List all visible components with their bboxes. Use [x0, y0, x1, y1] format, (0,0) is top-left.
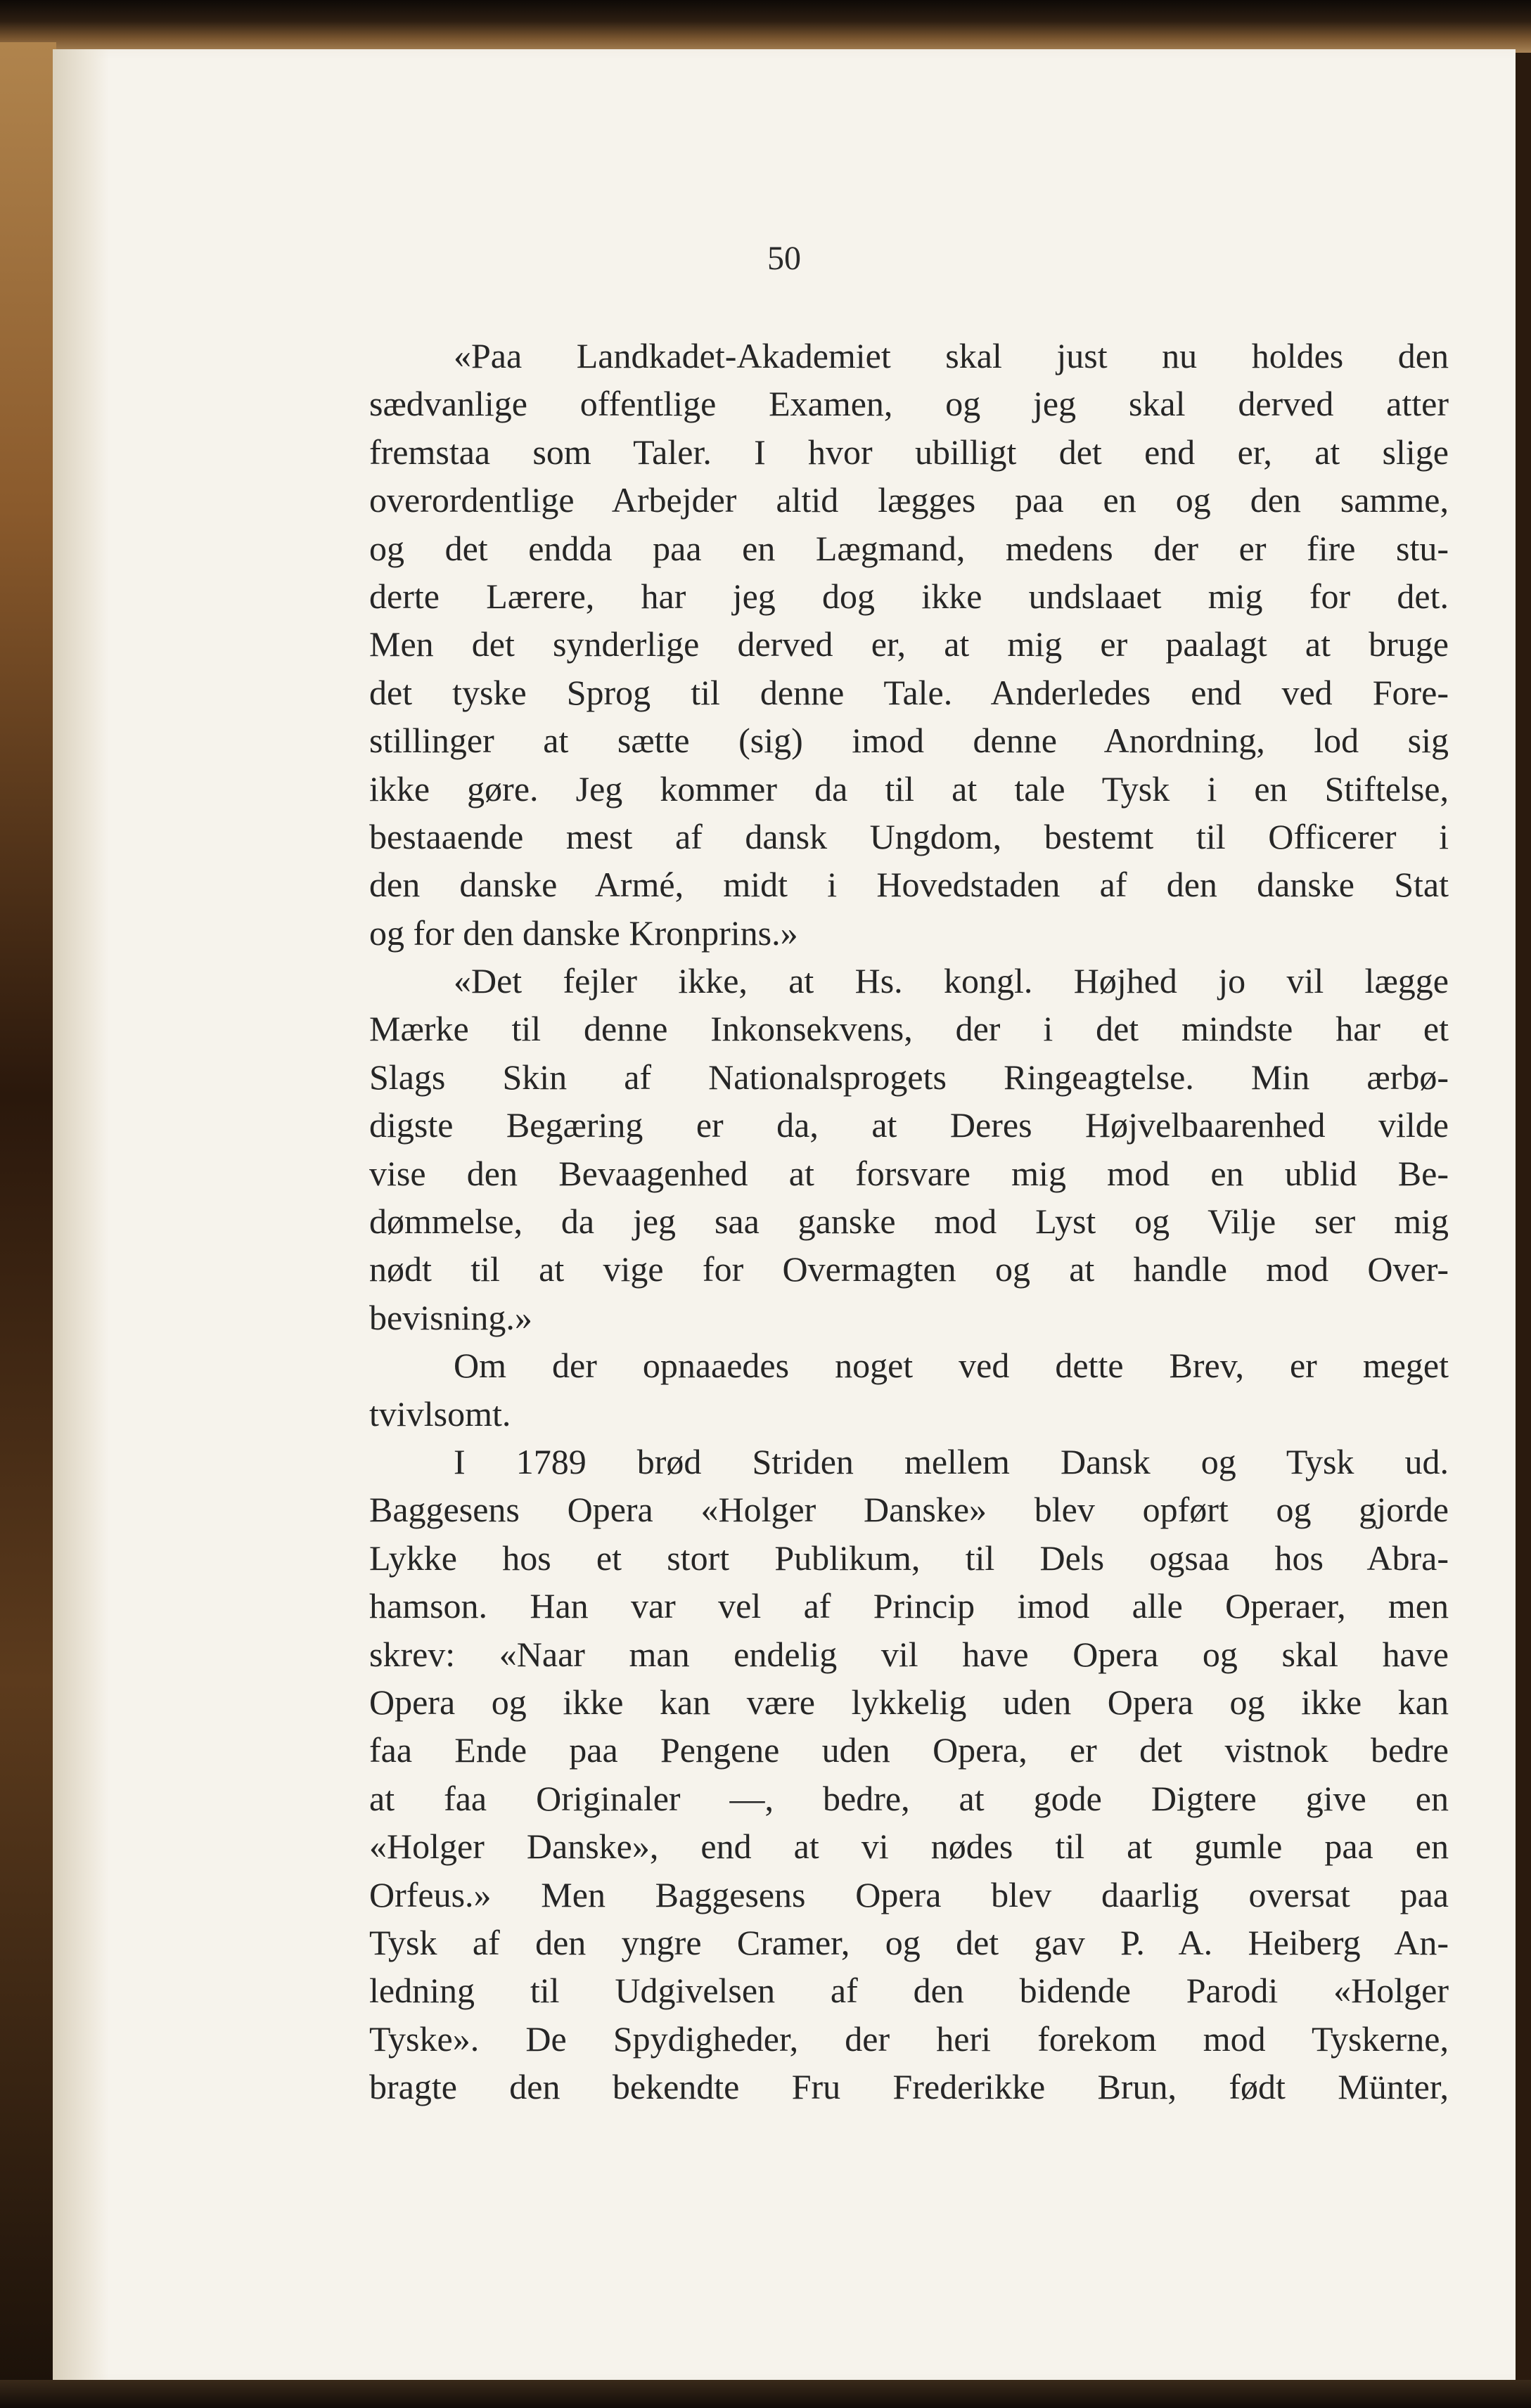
book-page [53, 49, 1516, 2383]
text-line: digste Begæring er da, at Deres Højvelbaarenhed vilde [369, 1105, 1449, 1145]
bottom-page-edge [0, 2380, 1531, 2408]
text-line: Men det synderlige derved er, at mig er paalagt at bruge [369, 624, 1449, 664]
body-text [369, 332, 1449, 2111]
page-number: 50 [767, 240, 801, 277]
text-line: Om der opnaaedes noget ved dette Brev, er meget [454, 1346, 1449, 1386]
text-line: Tysk af den yngre Cramer, og det gav P. A. Heiberg An- [369, 1922, 1449, 1962]
text-line: I 1789 brød Striden mellem Dansk og Tysk ud. [454, 1441, 1449, 1481]
text-line: den danske Armé, midt i Hovedstaden af den danske Stat [369, 865, 1449, 905]
text-line: «Det fejler ikke, at Hs. kongl. Højhed jo vil lægge [454, 961, 1449, 1001]
text-line: overordentlige Arbejder altid lægges paa en og den samme, [369, 480, 1449, 520]
text-line: hamson. Han var vel af Princip imod alle Operaer, men [369, 1586, 1449, 1626]
text-line: tvivlsomt. [369, 1393, 511, 1434]
text-line: nødt til at vige for Overmagten og at handle mod Over- [369, 1249, 1449, 1289]
text-line: bestaaende mest af dansk Ungdom, bestemt til Officerer i [369, 816, 1449, 856]
text-line: «Paa Landkadet-Akademiet skal just nu holdes den [454, 336, 1449, 375]
text-line: Orfeus.» Men Baggesens Opera blev daarlig oversat paa [369, 1874, 1449, 1914]
text-line: Tyske». De Spydigheder, der heri forekom mod Tyskerne, [369, 2019, 1449, 2059]
text-line: vise den Bevaagenhed at forsvare mig mod en ublid Be- [369, 1153, 1449, 1193]
text-line: Baggesens Opera «Holger Danske» blev opført og gjorde [369, 1490, 1449, 1530]
gutter-shadow [53, 49, 109, 2383]
book-spine [0, 42, 56, 2383]
text-line: skrev: «Naar man endelig vil have Opera og skal have [369, 1634, 1449, 1674]
text-line: Slags Skin af Nationalsprogets Ringeagtelse. Min ærbø- [369, 1057, 1449, 1097]
text-line: Mærke til denne Inkonsekvens, der i det mindste har et [369, 1009, 1449, 1049]
text-line: faa Ende paa Pengene uden Opera, er det vistnok bedre [369, 1730, 1449, 1770]
text-line: at faa Originaler —, bedre, at gode Digtere give en [369, 1778, 1449, 1818]
text-line: det tyske Sprog til denne Tale. Anderledes end ved Fore- [369, 672, 1449, 712]
text-line: og det endda paa en Lægmand, medens der er fire stu- [369, 528, 1449, 568]
text-line: Lykke hos et stort Publikum, til Dels ogsaa hos Abra- [369, 1538, 1449, 1578]
text-line: derte Lærere, har jeg dog ikke undslaaet mig for det. [369, 576, 1449, 616]
top-page-edge [0, 0, 1531, 53]
text-line: sædvanlige offentlige Examen, og jeg skal derved atter [369, 384, 1449, 424]
text-line: bragte den bekendte Fru Frederikke Brun, født Münter, [369, 2067, 1449, 2107]
text-line: stillinger at sætte (sig) imod denne Anordning, lod sig [369, 721, 1449, 761]
text-line: bevisning.» [369, 1297, 532, 1337]
text-line: fremstaa som Taler. I hvor ubilligt det end er, at slige [369, 432, 1449, 472]
text-line: ikke gøre. Jeg kommer da til at tale Tysk i en Stiftelse, [369, 768, 1449, 809]
text-line: «Holger Danske», end at vi nødes til at gumle paa en [369, 1827, 1449, 1867]
text-line: dømmelse, da jeg saa ganske mod Lyst og Vilje ser mig [369, 1202, 1449, 1242]
text-line: ledning til Udgivelsen af den bidende Parodi «Holger [369, 1971, 1449, 2011]
text-line: og for den danske Kronprins.» [369, 913, 798, 953]
text-line: Opera og ikke kan være lykkelig uden Opera og ikke kan [369, 1682, 1449, 1722]
